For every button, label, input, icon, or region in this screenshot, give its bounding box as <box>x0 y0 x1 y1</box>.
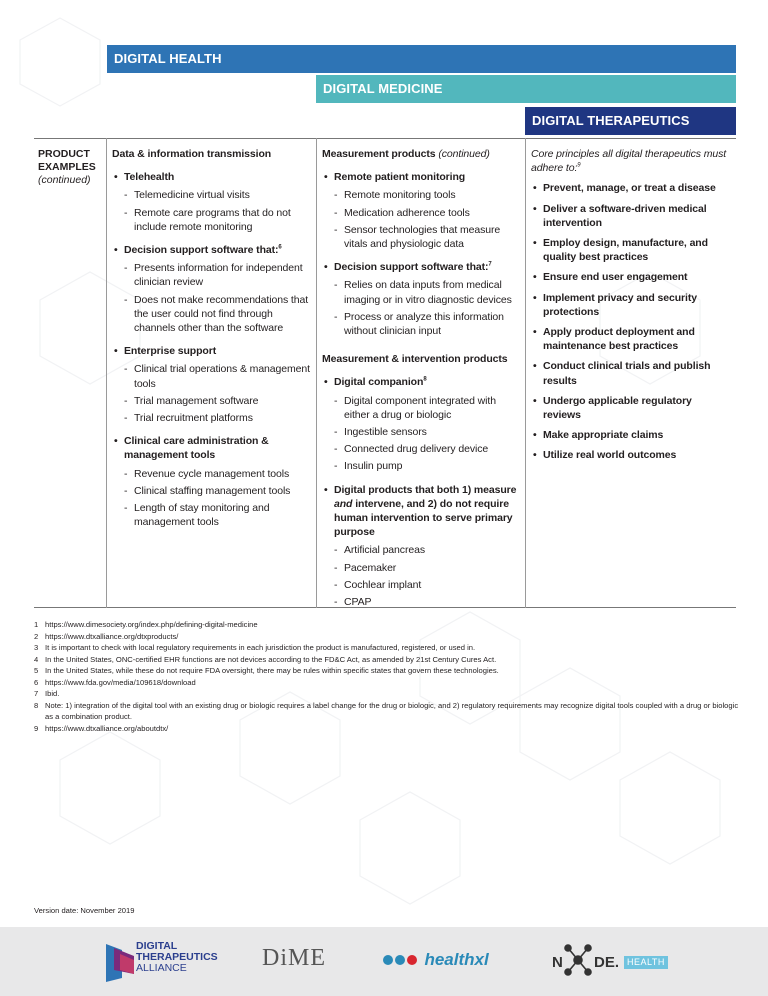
dime-logo <box>262 945 326 972</box>
list-item: - Clinical staffing management tools <box>112 484 310 498</box>
footnote: 2 https://www.dtxalliance.org/dtxproducts/ <box>34 631 179 641</box>
row-label-line: EXAMPLES <box>38 161 96 173</box>
digital-medicine-band: DIGITAL MEDICINE <box>316 75 736 103</box>
group-title: • Telehealth <box>112 170 310 184</box>
list-item: - Process or analyze this information without clinician input <box>322 310 519 338</box>
dtx-principles-column <box>531 147 731 463</box>
footnote-ref: 8 <box>423 376 427 383</box>
digital-health-band: DIGITAL HEALTH <box>107 45 736 73</box>
node-network-icon <box>563 942 593 978</box>
footnote: 5 In the United States, while these do not require FDA oversight, there may be rules within specific states that govern these technologies. <box>34 666 499 675</box>
node-logo-text: DE. <box>594 954 620 971</box>
column-divider <box>106 138 107 608</box>
list-item: - Length of stay monitoring and management tools <box>112 501 310 529</box>
list-item: - Trial management software <box>112 394 310 408</box>
list-item: - Digital component integrated with either a drug or biologic <box>322 394 519 422</box>
list-item: - Telemedicine virtual visits <box>112 188 310 202</box>
column-heading: Measurement products (continued) <box>322 148 490 160</box>
dta-logo-text: ALLIANCE <box>136 962 187 974</box>
principle-item: • Implement privacy and security protections <box>531 291 731 319</box>
dta-mark-icon <box>104 940 136 984</box>
principles-intro: Core principles all digital therapeutics must adhere to:$^9$ <box>531 148 727 175</box>
section-subheading: Measurement & intervention products <box>322 353 508 366</box>
footnote: 7 Ibid. <box>34 689 60 698</box>
dta-logo-text: DIGITAL <box>136 940 178 952</box>
principle-item: • Utilize real world outcomes <box>531 448 731 462</box>
partner-logo-bar <box>0 927 768 996</box>
principle-item: • Deliver a software-driven medical intervention <box>531 202 731 230</box>
list-item: - CPAP <box>322 595 519 609</box>
footnote: 8 Note: 1) integration of the digital tool with an existing drug or biologic requires a label change for the drug or biologic, and 2) regulatory requirements may recognize digital tools coupled with a drug or biologic as a combination product. <box>34 700 739 721</box>
list-item: - Clinical trial operations & management tools <box>112 362 310 390</box>
measurement-column <box>322 147 519 609</box>
group-title: • Remote patient monitoring <box>322 170 519 184</box>
version-date: Version date: November 2019 <box>34 906 135 915</box>
principle-item: • Apply product deployment and maintenance best practices <box>531 325 731 353</box>
healthxl-logo-text: healthxl <box>424 950 489 969</box>
footnote: 3 It is important to check with local regulatory requirements in each jurisdiction the product is manufactured, registered, or used in. <box>34 643 476 652</box>
footnote-ref: 6 <box>278 244 282 251</box>
footnote: 4 In the United States, ONC-certified EHR functions are not devices according to the FD&C Act, as amended by 21st Century Cures Act. <box>34 654 497 664</box>
column-divider <box>525 138 526 608</box>
principle-item: • Make appropriate claims <box>531 428 731 442</box>
list-item: - Does not make recommendations that the user could not find through channels other than the software <box>112 293 310 336</box>
list-item: - Revenue cycle management tools <box>112 467 310 481</box>
list-item: - Relies on data inputs from medical imaging or in vitro diagnostic devices <box>322 278 519 306</box>
group-title: • Clinical care administration & management tools <box>112 434 310 462</box>
list-item: - Ingestible sensors <box>322 425 519 439</box>
table-top-rule <box>34 138 736 139</box>
list-item: - Connected drug delivery device <box>322 442 519 456</box>
column-divider <box>316 138 317 608</box>
row-label-line: PRODUCT <box>38 148 90 160</box>
footnote: 6 https://www.fda.gov/media/109618/download <box>34 677 196 687</box>
list-item: - Sensor technologies that measure vitals and physiologic data <box>322 223 519 251</box>
group-title: • Decision support software that:$^7$ <box>322 260 519 274</box>
principle-item: • Conduct clinical trials and publish results <box>531 359 731 387</box>
dime-logo-text: DiME <box>262 945 326 971</box>
group-title: • Digital products that both 1) measure and intervene, and 2) do not require human intervention to serve primary purpose <box>322 483 519 540</box>
principle-item: • Prevent, manage, or treat a disease <box>531 181 731 195</box>
node-health-badge: HEALTH <box>624 956 668 969</box>
dta-logo <box>104 938 234 986</box>
group-title: • Decision support software that:$^6$ <box>112 243 310 257</box>
list-item: - Presents information for independent clinician review <box>112 261 310 289</box>
list-item: - Medication adherence tools <box>322 206 519 220</box>
list-item: - Trial recruitment platforms <box>112 411 310 425</box>
list-item: - Artificial pancreas <box>322 543 519 557</box>
row-label <box>38 148 96 187</box>
list-item: - Insulin pump <box>322 459 519 473</box>
footnote: 1 https://www.dimesociety.org/index.php/defining-digital-medicine <box>34 620 258 629</box>
list-item: - Pacemaker <box>322 561 519 575</box>
dta-logo-text: THERAPEUTICS <box>136 951 218 963</box>
healthxl-dots-icon <box>382 953 420 967</box>
footnote: 9 https://www.dtxalliance.org/aboutdtx/ <box>34 723 169 733</box>
row-label-continued: (continued) <box>38 174 91 186</box>
footnote-ref: 9 <box>577 162 581 169</box>
principle-item: • Undergo applicable regulatory reviews <box>531 394 731 422</box>
footnotes <box>34 619 742 734</box>
digital-therapeutics-band: DIGITAL THERAPEUTICS <box>525 107 736 135</box>
column-heading: Data & information transmission <box>112 148 272 160</box>
list-item: - Remote care programs that do not include remote monitoring <box>112 206 310 234</box>
list-item: - Cochlear implant <box>322 578 519 592</box>
list-item: - Remote monitoring tools <box>322 188 519 202</box>
footnote-ref: 7 <box>488 261 492 268</box>
node-health-logo <box>550 941 670 981</box>
data-transmission-column <box>112 147 310 529</box>
healthxl-logo <box>382 950 489 970</box>
node-logo-text: N <box>552 954 563 971</box>
group-title: • Digital companion$^8$ <box>322 375 519 389</box>
principle-item: • Employ design, manufacture, and quality best practices <box>531 236 731 264</box>
group-title: • Enterprise support <box>112 344 310 358</box>
principle-item: • Ensure end user engagement <box>531 270 731 284</box>
